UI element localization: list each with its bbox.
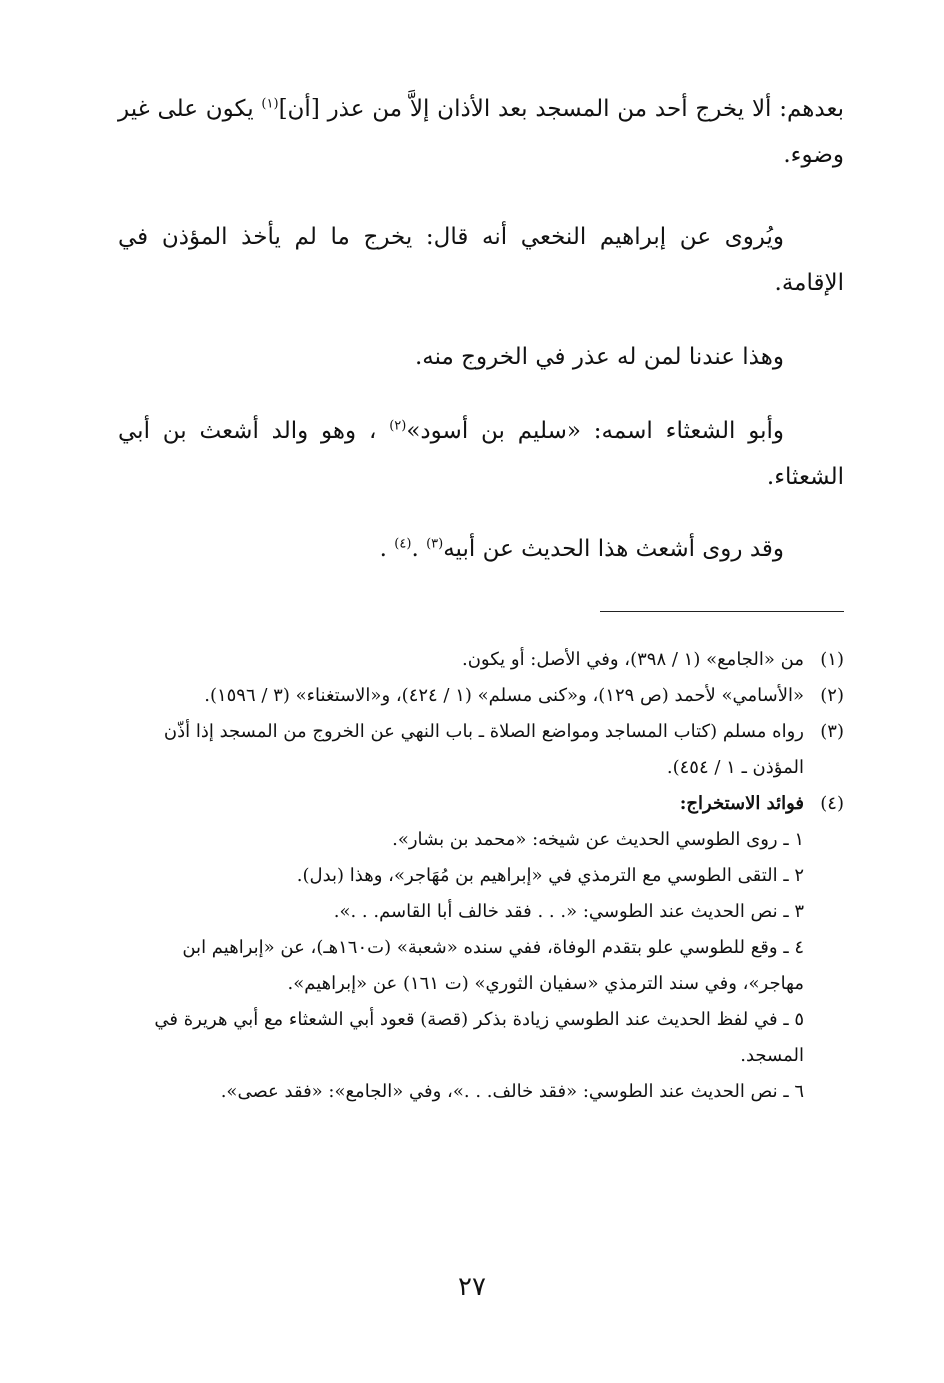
page-number: ٢٧ [458, 1272, 486, 1302]
footnote-4 [118, 786, 844, 822]
paragraph-5-text: وقد روى أشعث هذا الحديث عن أبيه [443, 536, 784, 562]
benefit-item-6: ٦ ـ نص الحديث عند الطوسي: «فقد خالف. . .»، وفي «الجامع»: «فقد عصى». [220, 1081, 804, 1102]
paragraph-4-tail: ، وهو والد أشعث بن أبي الشعثاء. [118, 418, 844, 490]
footnote-separator [600, 611, 844, 612]
footnote-2 [118, 678, 844, 714]
footnote-ref-1[interactable]: (١) [261, 96, 279, 112]
paragraph-4-text: وأبو الشعثاء اسمه: «سليم بن أسود» [406, 418, 784, 444]
paragraph-5-mid: . [411, 536, 427, 562]
benefit-item-5: ٥ ـ في لفظ الحديث عند الطوسي زيادة بذكر (قصة) قعود أبي الشعثاء مع أبي هريرة في المسجد. [154, 1009, 804, 1066]
footnote-text: «الأسامي» لأحمد (ص ١٢٩)، و«كنى مسلم» (١ / ٤٢٤)، و«الاستغناء» (٣ / ١٥٩٦). [204, 685, 804, 706]
footnote-ref-3[interactable]: (٣) [426, 536, 444, 552]
paragraph-1-tail: يكون على غير وضوء. [118, 96, 844, 168]
footnote-3 [118, 714, 844, 786]
paragraph-3: وهذا عندنا لمن له عذر في الخروج منه. [414, 344, 784, 370]
footnote-number: (٤) [820, 793, 844, 814]
paragraph-5-tail: . [379, 536, 395, 562]
footnote-text: من «الجامع» (١ / ٣٩٨)، وفي الأصل: أو يكون. [461, 649, 804, 670]
paragraph-4 [118, 408, 844, 500]
footnote-ref-4[interactable]: (٤) [394, 536, 412, 552]
benefit-item-2: ٢ ـ التقى الطوسي مع الترمذي في «إبراهيم بن مُهَاجر»، وهذا (بدل). [296, 865, 804, 886]
footnote-heading: فوائد الاستخراج: [679, 793, 804, 814]
paragraph-1-text: بعدهم: ألا يخرج أحد من المسجد بعد الأذان إلاَّ من عذر [أن] [278, 96, 844, 122]
footnote-number: (٢) [820, 685, 844, 706]
footnote-ref-2[interactable]: (٢) [389, 418, 407, 434]
footnote-1 [118, 642, 844, 678]
footnote-number: (٣) [820, 721, 844, 742]
paragraph-2: ويُروى عن إبراهيم النخعي أنه قال: يخرج ما لم يأخذ المؤذن في الإقامة. [118, 224, 844, 296]
paragraph-5 [118, 526, 844, 572]
footnote-number: (١) [820, 649, 844, 670]
benefit-item-4: ٤ ـ وقع للطوسي علو بتقدم الوفاة، ففي سنده «شعبة» (ت١٦٠هـ)، عن «إبراهيم ابن مهاجر»، وفي سند الترمذي «سفيان الثوري» (ت ١٦١) عن «إبراهيم». [182, 937, 804, 994]
footnotes-section [118, 642, 844, 1110]
benefit-item-1: ١ ـ روى الطوسي الحديث عن شيخه: «محمد بن بشار». [392, 829, 804, 850]
main-text [118, 86, 844, 572]
paragraph-1 [118, 86, 844, 178]
footnote-text: رواه مسلم (كتاب المساجد ومواضع الصلاة ـ باب النهي عن الخروج من المسجد إذا أذّن المؤذن ـ ١ / ٤٥٤). [163, 721, 804, 778]
benefit-item-3: ٣ ـ نص الحديث عند الطوسي: «. . . فقد خالف أبا القاسم. . .». [333, 901, 804, 922]
